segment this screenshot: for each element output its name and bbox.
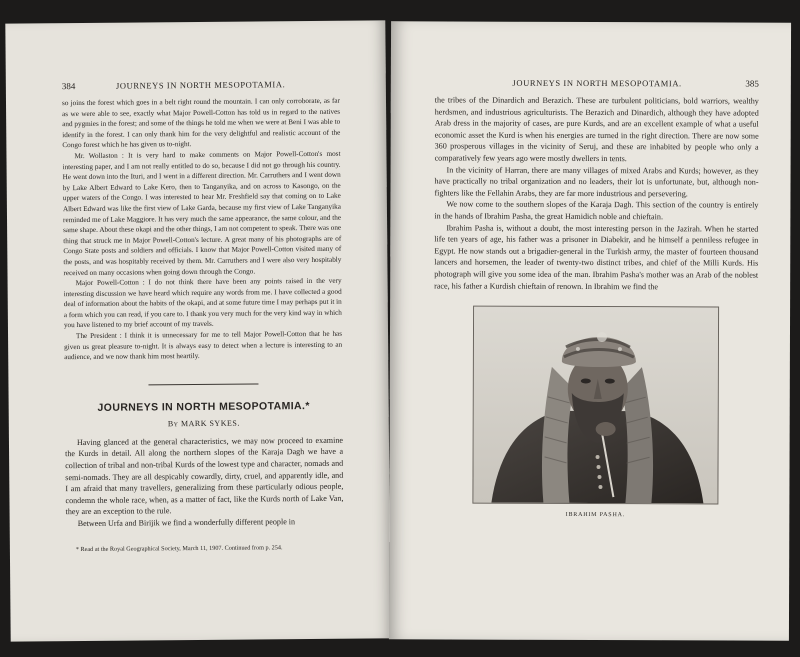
right-running-title: JOURNEYS IN NORTH MESOPOTAMIA. xyxy=(512,77,682,89)
footnote: * Read at the Royal Geographical Society, March 11, 1907. Continued from p. 254. xyxy=(75,543,283,553)
section-divider xyxy=(148,383,258,385)
right-page-number: 385 xyxy=(745,78,759,89)
left-page xyxy=(5,20,390,641)
right-page xyxy=(389,21,791,640)
left-running-title: JOURNEYS IN NORTH MESOPOTAMIA. xyxy=(115,79,286,91)
portrait-photo xyxy=(472,306,719,505)
photo-caption: IBRAHIM PASHA. xyxy=(565,512,626,519)
discussion-paragraph: Major Powell-Cotton : I do not think there have been any points raised in the very interesting discussion we have heard which require any words from me. I have collected a good deal of information about the habits of the okapi, and at some future time I may perhaps put it in a form which you can read, if you care to. I thank you very much for the very kind way in which you have listened to my brief account of my travels. xyxy=(63,276,342,330)
portrait-illustration xyxy=(473,307,718,504)
body-paragraph: Ibrahim Pasha is, without a doubt, the most interesting person in the Jazirah. When he started life ten years of age, his father was a prisoner in Diabekir, and he himself a penniless refugee in Egypt. He now stands out a brigadier-general in the Turkish army, the master of fourteen thousand lancers and horsemen, the leader of twenty-two distinct tribes, and chief of the Milli Kurds. His photograph will give you some idea of the man. Ibrahim Pasha's mother was an Arab of the noblest race, his father a Kurdish chieftain of renown. In Ibrahim we find the xyxy=(434,223,759,291)
discussion-paragraph: The President : I think it is unnecessary for me to tell Major Powell-Cotton that he has given us great pleasure to-night. It is always easy to detect when a lecture is interesting to an audience, and we now thank him most heartily. xyxy=(64,329,343,362)
discussion-paragraph: so joins the forest which goes in a belt right round the mountain. I can only corroborate, as far as we were able to see, exactly what Major Powell-Cotton has told us in regard to the natives and pygmies in the forest; and some of the things he told me when we were at Beni I was able to identify in the forest. I can only thank him for the very delightful and realistic account of the Congo forest which he has given us to-night. xyxy=(61,96,341,150)
body-paragraph: the tribes of the Dinardich and Berazich. These are turbulent politicians, bold warriors, wealthy herdsmen, and industrious agriculturists. The Berazich and Dinardich, although they have adopted Arab dress in the majority of cases, are pure Kurds, and are an excellent example of what a useful economic asset the Kurd is when his energies are turned in the right direction. There are now some 360 prosperous villages in the vicinity of Seruj, and these are inhabited by people who only a comparatively few years ago were mostly dwellers in tents. xyxy=(434,95,759,164)
right-running-head xyxy=(435,77,759,88)
discussion-paragraph: Mr. Wollaston : It is very hard to make comments on Major Powell-Cotton's most interesting paper, and I am not really entitled to do so, because I did not go through his country. He went down into the Ituri, and I went in a different direction. Mr. Carruthers and I went down by Lake Albert Edward to Lake Kero, then to Tanganyika, and on across to Kasongo, on the upper waters of the Congo. I was interested to hear Mr. Freshfield say that coming on to Lake Albert Edward was like the first view of Lake Garda, because my first view of Lake Tanganyika reminded me of Lake Maggiore. It has very much the same appearance, the same colour, and the same shape. About these okapi and the other things, I am not competent to speak. There was one thing that struck me in Major Powell-Cotton's lecture. A great many of his photographs are of Congo State posts and soldiers and officials. I know that Major Powell-Cotton visited many of the posts, and was hospitably received by them. Mr. Carruthers and I were also very hospitably received on many occasions when going down through the Congo. xyxy=(62,149,342,277)
article-body xyxy=(65,435,344,530)
body-paragraph: We now come to the southern slopes of the Karaja Dagh. This section of the country is entirely in the hands of Ibrahim Pasha, the great Hamidich noble and chieftain. xyxy=(434,199,759,222)
discussion-text xyxy=(62,96,342,363)
portrait-figure xyxy=(472,306,719,519)
article-title: JOURNEYS IN NORTH MESOPOTAMIA.* xyxy=(97,399,310,414)
left-page-number: 384 xyxy=(61,81,76,92)
article-paragraph: Between Urfa and Birijik we find a wonderfully different people in xyxy=(77,517,296,529)
right-body xyxy=(434,94,759,292)
article-byline: By MARK SYKES. xyxy=(167,418,240,429)
body-paragraph: In the vicinity of Harran, there are many villages of mixed Arabs and Kurds; however, as they have practically no tribal organization and no leaders, their lot is unfortunate, but, although non-fighters like the Fellahin Arabs, they are far more industrious and persevering. xyxy=(434,165,759,199)
left-running-head xyxy=(62,79,340,91)
article-paragraph: Having glanced at the general characteristics, we may now proceed to examine the Kurds in detail. All along the northern slopes of the Karaja Dagh we have a collection of tribal and non-tribal Kurds of the lowest type and character, nomads and semi-nomads. They are all despicably cowardly, dirty, cruel, and apparently idle, and I am afraid that many travellers, generalizing from these particularly odious people, condemn the whole race, when, as a matter of fact, like the Kurds north of Lake Van, they are an exception to the rule. xyxy=(65,435,344,517)
